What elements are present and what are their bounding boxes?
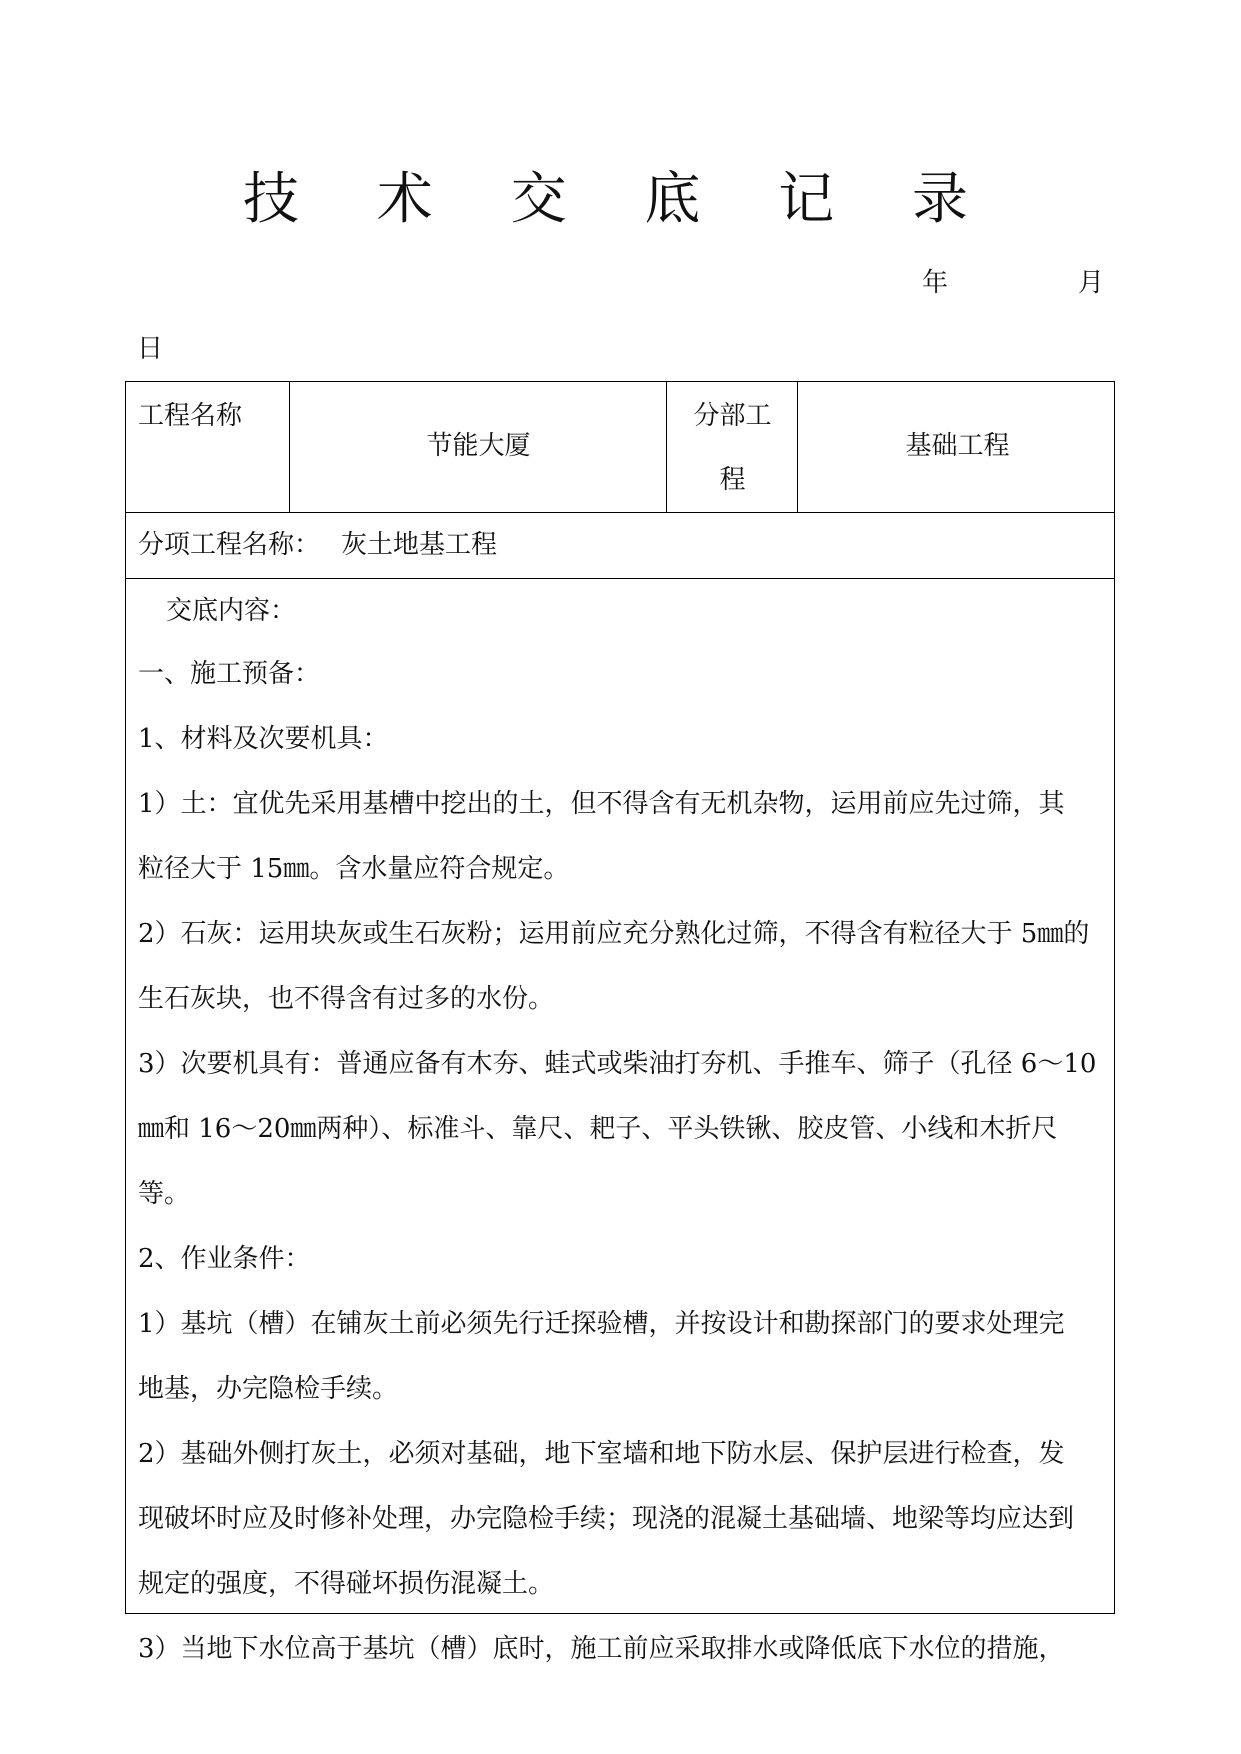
- project-name-value: 节能大厦: [426, 431, 531, 461]
- subitem-label: 分项工程名称：: [138, 530, 321, 560]
- col-divider-3: [797, 382, 798, 512]
- col-divider-2: [666, 382, 667, 512]
- paragraph: 1）基坑（槽）在铺灰土前必须先行迁探验槽，并按设计和勘探部门的要求处理完: [138, 1309, 1065, 1339]
- project-name-label: 工程名称: [138, 401, 243, 431]
- row-divider-2: [126, 578, 1114, 579]
- date-month-label: 月: [1078, 268, 1105, 298]
- paragraph: 规定的强度，不得碰坏损伤混凝土。: [138, 1569, 555, 1599]
- division-label-line1: 分部工: [693, 401, 772, 431]
- paragraph: 地基，办完隐检手续。: [138, 1374, 399, 1404]
- paragraph: 生石灰块，也不得含有过多的水份。: [138, 984, 555, 1014]
- paragraph: 2）基础外侧打灰土，必须对基础，地下室墙和地下防水层、保护层进行检查，发: [138, 1439, 1065, 1469]
- paragraph: 2、作业条件：: [138, 1244, 311, 1274]
- row-divider-1: [126, 512, 1114, 513]
- division-value: 基础工程: [905, 431, 1010, 461]
- paragraph: 一、施工预备：: [138, 659, 321, 689]
- content-body: [138, 642, 1108, 1682]
- paragraph: 1）土：宜优先采用基槽中挖出的土，但不得含有无机杂物，运用前应先过筛，其: [138, 789, 1065, 819]
- record-table: [125, 381, 1115, 1664]
- division-label-line2: 程: [719, 465, 746, 495]
- paragraph: 1、材料及次要机具：: [138, 724, 389, 754]
- paragraph: 3）次要机具有：普通应备有木夯、蛙式或柴油打夯机、手推车、筛子（孔径 6～10: [138, 1049, 1097, 1079]
- paragraph: 2）石灰：运用块灰或生石灰粉；运用前应充分熟化过筛，不得含有粒径大于 5㎜的: [138, 919, 1090, 949]
- col-divider-1: [289, 382, 290, 512]
- date-day-label: 日: [137, 334, 164, 364]
- paragraph: ㎜和 16～20㎜两种）、标准斗、靠尺、耙子、平头铁锹、胶皮管、小线和木折尺等。: [138, 1114, 1058, 1209]
- paragraph: 3）当地下水位高于基坑（槽）底时，施工前应采取排水或降低底下水位的措施，: [138, 1634, 1065, 1664]
- date-year-label: 年: [922, 268, 949, 298]
- paragraph: 现破坏时应及时修补处理，办完隐检手续；现浇的混凝土基础墙、地梁等均应达到: [138, 1504, 1075, 1534]
- page-title: 技 术 交 底 记 录: [242, 167, 998, 232]
- content-heading: 交底内容：: [166, 596, 297, 626]
- subitem-value: 灰土地基工程: [341, 530, 498, 560]
- paragraph: 粒径大于 15㎜。含水量应符合规定。: [138, 854, 570, 884]
